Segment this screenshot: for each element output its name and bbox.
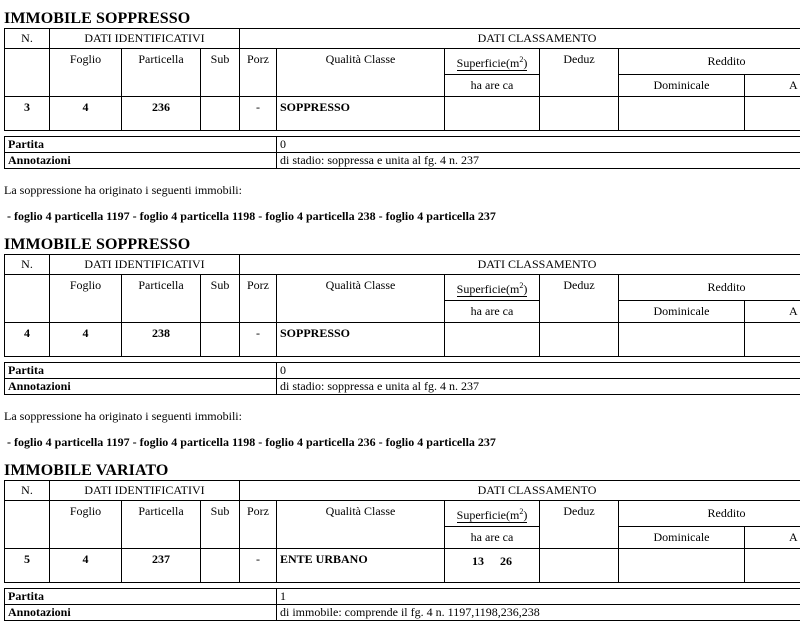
label-partita: Partita <box>5 137 277 153</box>
header-agrario: A <box>745 527 800 549</box>
immobile-table <box>4 480 800 621</box>
cell-qualita-classe: ENTE URBANO <box>277 549 445 583</box>
cell-sub <box>201 97 240 131</box>
header-dati-classamento: DATI CLASSAMENTO <box>240 255 800 275</box>
immobile-table <box>4 254 800 395</box>
origin-text-2: La soppressione ha originato i seguenti immobili: <box>4 409 242 423</box>
cell-n: 3 <box>5 97 50 131</box>
cell-deduz <box>540 97 619 131</box>
header-particella: Particella <box>122 501 201 549</box>
header-porz: Porz <box>240 49 277 97</box>
header-particella: Particella <box>122 49 201 97</box>
cell-foglio: 4 <box>50 549 122 583</box>
header-sub: Sub <box>201 501 240 549</box>
cell-n: 5 <box>5 549 50 583</box>
value-partita: 1 <box>277 589 800 605</box>
header-n: N. <box>5 255 50 275</box>
header-foglio: Foglio <box>50 275 122 323</box>
header-reddito: Reddito <box>619 49 800 75</box>
cell-deduz <box>540 549 619 583</box>
cell-porz: - <box>240 97 277 131</box>
origin-list-1: - foglio 4 particella 1197 - foglio 4 particella 1198 - foglio 4 particella 238 - foglio 4 particella 237 <box>4 209 496 223</box>
header-sub: Sub <box>201 275 240 323</box>
cell-sub <box>201 549 240 583</box>
header-qualita-classe: Qualità Classe <box>277 275 445 323</box>
header-porz: Porz <box>240 501 277 549</box>
cell-particella: 238 <box>122 323 201 357</box>
label-annotazioni: Annotazioni <box>5 153 277 169</box>
header-reddito: Reddito <box>619 275 800 301</box>
header-ha-are-ca: ha are ca <box>445 301 540 323</box>
header-dominicale: Dominicale <box>619 75 745 97</box>
header-dati-classamento: DATI CLASSAMENTO <box>240 29 800 49</box>
header-agrario: A <box>745 75 800 97</box>
header-dati-identificativi: DATI IDENTIFICATIVI <box>50 255 240 275</box>
label-annotazioni: Annotazioni <box>5 605 277 621</box>
header-dominicale: Dominicale <box>619 301 745 323</box>
block-title: IMMOBILE SOPPRESSO <box>4 236 191 253</box>
header-deduz: Deduz <box>540 501 619 549</box>
header-porz: Porz <box>240 275 277 323</box>
cell-dominicale <box>619 97 745 131</box>
header-foglio: Foglio <box>50 49 122 97</box>
header-n-empty <box>5 275 50 323</box>
cell-particella: 237 <box>122 549 201 583</box>
block-title: IMMOBILE VARIATO <box>4 462 169 479</box>
cell-deduz <box>540 323 619 357</box>
header-dominicale: Dominicale <box>619 527 745 549</box>
cell-superficie <box>445 97 540 131</box>
cell-dominicale <box>619 323 745 357</box>
header-n: N. <box>5 29 50 49</box>
header-reddito: Reddito <box>619 501 800 527</box>
header-ha-are-ca: ha are ca <box>445 527 540 549</box>
header-deduz: Deduz <box>540 49 619 97</box>
cell-superficie <box>445 323 540 357</box>
cell-particella: 236 <box>122 97 201 131</box>
header-agrario: A <box>745 301 800 323</box>
value-annotazioni: di stadio: soppressa e unita al fg. 4 n. 237 <box>277 153 800 169</box>
immobile-table <box>4 28 800 169</box>
label-partita: Partita <box>5 589 277 605</box>
cell-sup-ca: 26 <box>500 554 512 568</box>
cell-qualita-classe: SOPPRESSO <box>277 323 445 357</box>
origin-list-2: - foglio 4 particella 1197 - foglio 4 particella 1198 - foglio 4 particella 236 - foglio 4 particella 237 <box>4 435 496 449</box>
block-title: IMMOBILE SOPPRESSO <box>4 10 191 27</box>
cell-sup-are: 13 <box>472 554 484 568</box>
label-annotazioni: Annotazioni <box>5 379 277 395</box>
header-dati-identificativi: DATI IDENTIFICATIVI <box>50 29 240 49</box>
value-annotazioni: di immobile: comprende il fg. 4 n. 1197,1198,236,238 <box>277 605 800 621</box>
cell-porz: - <box>240 323 277 357</box>
cell-foglio: 4 <box>50 97 122 131</box>
origin-text-1: La soppressione ha originato i seguenti immobili: <box>4 183 242 197</box>
cell-agrario <box>745 323 800 357</box>
cell-porz: - <box>240 549 277 583</box>
header-ha-are-ca: ha are ca <box>445 75 540 97</box>
cell-agrario <box>745 97 800 131</box>
header-qualita-classe: Qualità Classe <box>277 49 445 97</box>
cell-foglio: 4 <box>50 323 122 357</box>
header-n: N. <box>5 481 50 501</box>
header-superficie: $Superficie(m^2)$ <box>445 501 540 527</box>
value-annotazioni: di stadio: soppressa e unita al fg. 4 n. 237 <box>277 379 800 395</box>
cell-dominicale <box>619 549 745 583</box>
header-dati-identificativi: DATI IDENTIFICATIVI <box>50 481 240 501</box>
header-sub: Sub <box>201 49 240 97</box>
header-particella: Particella <box>122 275 201 323</box>
header-superficie: $Superficie(m^2)$ <box>445 275 540 301</box>
value-partita: 0 <box>277 363 800 379</box>
header-dati-classamento: DATI CLASSAMENTO <box>240 481 800 501</box>
cell-superficie <box>445 549 540 583</box>
value-partita: 0 <box>277 137 800 153</box>
cell-agrario <box>745 549 800 583</box>
header-qualita-classe: Qualità Classe <box>277 501 445 549</box>
header-deduz: Deduz <box>540 275 619 323</box>
header-foglio: Foglio <box>50 501 122 549</box>
header-superficie: $Superficie(m^2)$ <box>445 49 540 75</box>
cell-qualita-classe: SOPPRESSO <box>277 97 445 131</box>
header-n-empty <box>5 49 50 97</box>
header-n-empty <box>5 501 50 549</box>
cell-sub <box>201 323 240 357</box>
cell-n: 4 <box>5 323 50 357</box>
label-partita: Partita <box>5 363 277 379</box>
